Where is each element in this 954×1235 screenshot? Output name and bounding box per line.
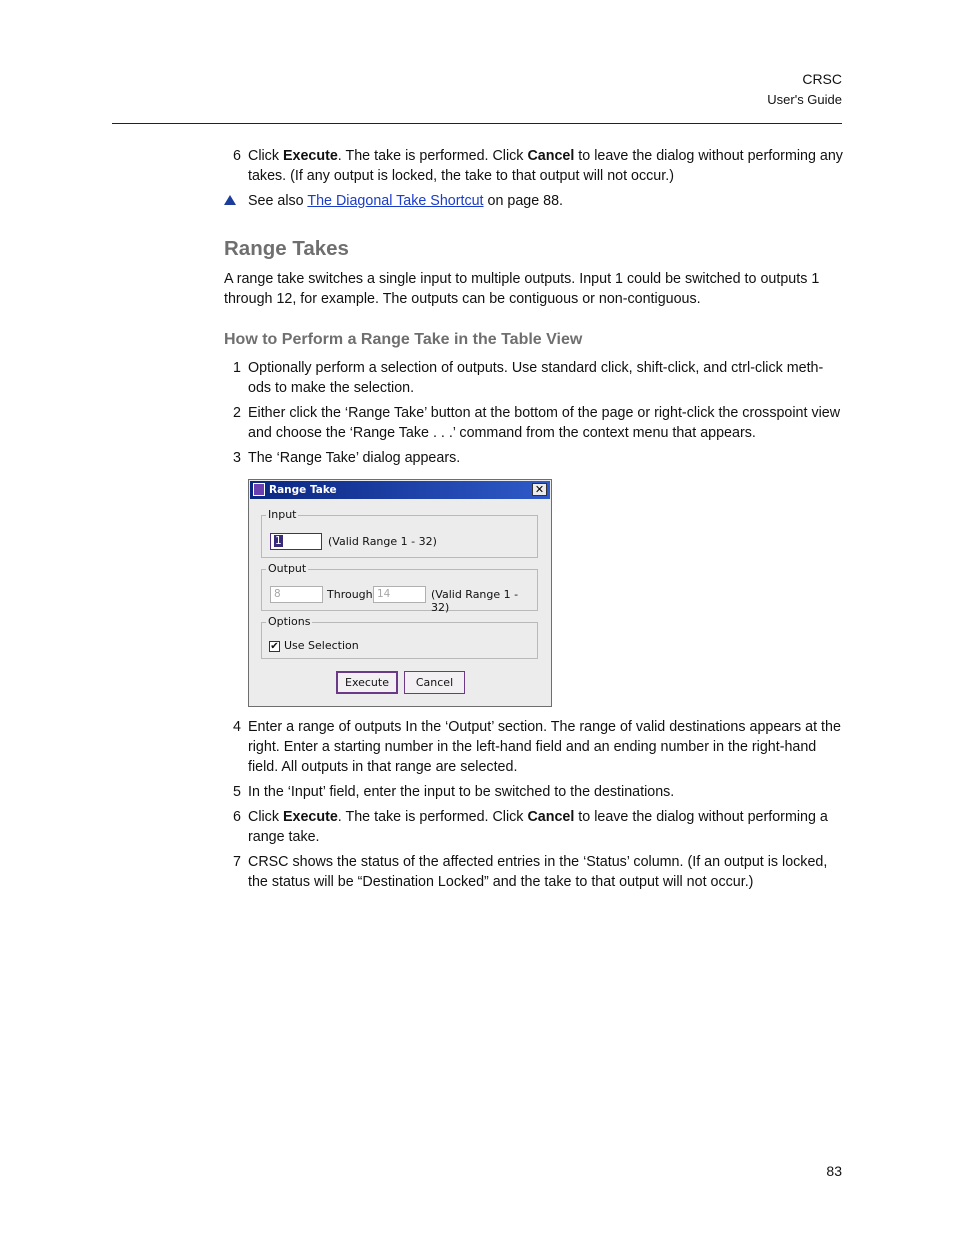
step-number: 6 [233, 148, 241, 164]
input-valid-range: (Valid Range 1 - 32) [328, 535, 437, 548]
app-icon [253, 483, 265, 496]
see-also-pre: See also [248, 193, 308, 209]
step-5 [224, 782, 844, 802]
section-intro: A range take switches a single input to multiple outputs. Input 1 could be switched to outputs 1 through 12, for example. The outputs can be contiguous or non-contiguous. [224, 271, 820, 307]
step-2 [224, 403, 844, 443]
running-header-subtitle: User's Guide [767, 92, 842, 107]
step-text-part: . The take is performed. Click [337, 148, 528, 164]
step-3 [224, 448, 844, 468]
see-also-post: on page 88. [483, 193, 564, 209]
step-text [248, 807, 844, 847]
see-also-line [224, 191, 844, 211]
step-text: In the ‘Input’ field, enter the input to be switched to the destinations. [248, 784, 675, 800]
through-label: Through [327, 588, 373, 601]
step-7 [224, 852, 844, 892]
step-text: Either click the ‘Range Take’ button at the bottom of the page or right-click the crosspoint view and choose the ‘Range Take . . .’ command from the context menu that appears. [248, 405, 841, 441]
step-number: 1 [233, 360, 241, 376]
cancel-term: Cancel [527, 809, 575, 825]
step-text-part: Click [248, 809, 283, 825]
output-group [261, 562, 538, 614]
options-group-label: Options [268, 615, 311, 628]
section-heading: Range Takes [224, 237, 349, 260]
dialog-title: Range Take [269, 484, 337, 496]
page-number: 83 [826, 1163, 842, 1179]
see-also-text [248, 191, 844, 211]
step-text-part: . The take is performed. Click [337, 809, 528, 825]
execute-term: Execute [282, 809, 338, 825]
close-icon[interactable]: ✕ [532, 483, 547, 496]
input-field[interactable] [270, 533, 322, 550]
step-text: Optionally perform a selection of outputs. Use standard click, shift-click, and ctrl-click meth-ods to make the selection. [248, 360, 824, 396]
step-number: 3 [233, 450, 241, 466]
use-selection-checkbox[interactable]: ✔ [270, 641, 279, 652]
step-number: 5 [233, 784, 241, 800]
running-header-title: CRSC [802, 71, 842, 87]
step-text: Enter a range of outputs In the ‘Output’ section. The range of valid destinations appears at the right. Enter a starting number in the left-hand field and an ending number in the right-hand field. All outputs in that range are selected. [248, 719, 841, 775]
range-take-dialog [248, 479, 552, 707]
output-from-field[interactable]: 8 [270, 586, 323, 603]
input-field-value: 1 [275, 535, 282, 547]
step-text: CRSC shows the status of the affected entries in the ‘Status’ column. (If an output is locked, the status will be “Destination Locked” and the take to that output will not occur.) [248, 854, 828, 890]
output-to-field[interactable]: 14 [373, 586, 426, 603]
step-text-part: Click [248, 148, 283, 164]
diagonal-take-shortcut-link[interactable]: The Diagonal Take Shortcut [307, 193, 484, 209]
output-valid-range: (Valid Range 1 - 32) [431, 588, 519, 614]
header-rule [112, 123, 842, 124]
input-group [261, 508, 538, 558]
execute-button[interactable]: Execute [336, 671, 398, 694]
cancel-button[interactable]: Cancel [404, 671, 465, 694]
dialog-titlebar [250, 481, 550, 499]
step-text: The ‘Range Take’ dialog appears. [248, 450, 461, 466]
output-group-label: Output [268, 562, 307, 575]
step-6-top [224, 146, 844, 186]
step-number: 2 [233, 405, 241, 421]
use-selection-label: Use Selection [284, 639, 359, 652]
step-1 [224, 358, 844, 398]
step-number: 7 [233, 854, 241, 870]
input-group-label: Input [268, 508, 297, 521]
subsection-heading: How to Perform a Range Take in the Table View [224, 331, 583, 348]
step-text-part: to leave the dialog without performing a range take. [248, 809, 828, 845]
step-text-part: to leave the dialog without performing any takes. (If any output is locked, the take to that output will not occur.) [248, 148, 843, 184]
step-number: 4 [233, 719, 241, 735]
step-4 [224, 717, 844, 777]
options-group [261, 615, 538, 659]
cancel-term: Cancel [527, 148, 575, 164]
step-number: 6 [233, 809, 241, 825]
execute-term: Execute [282, 148, 338, 164]
step-text [248, 146, 844, 186]
step-6-bottom [224, 807, 844, 847]
